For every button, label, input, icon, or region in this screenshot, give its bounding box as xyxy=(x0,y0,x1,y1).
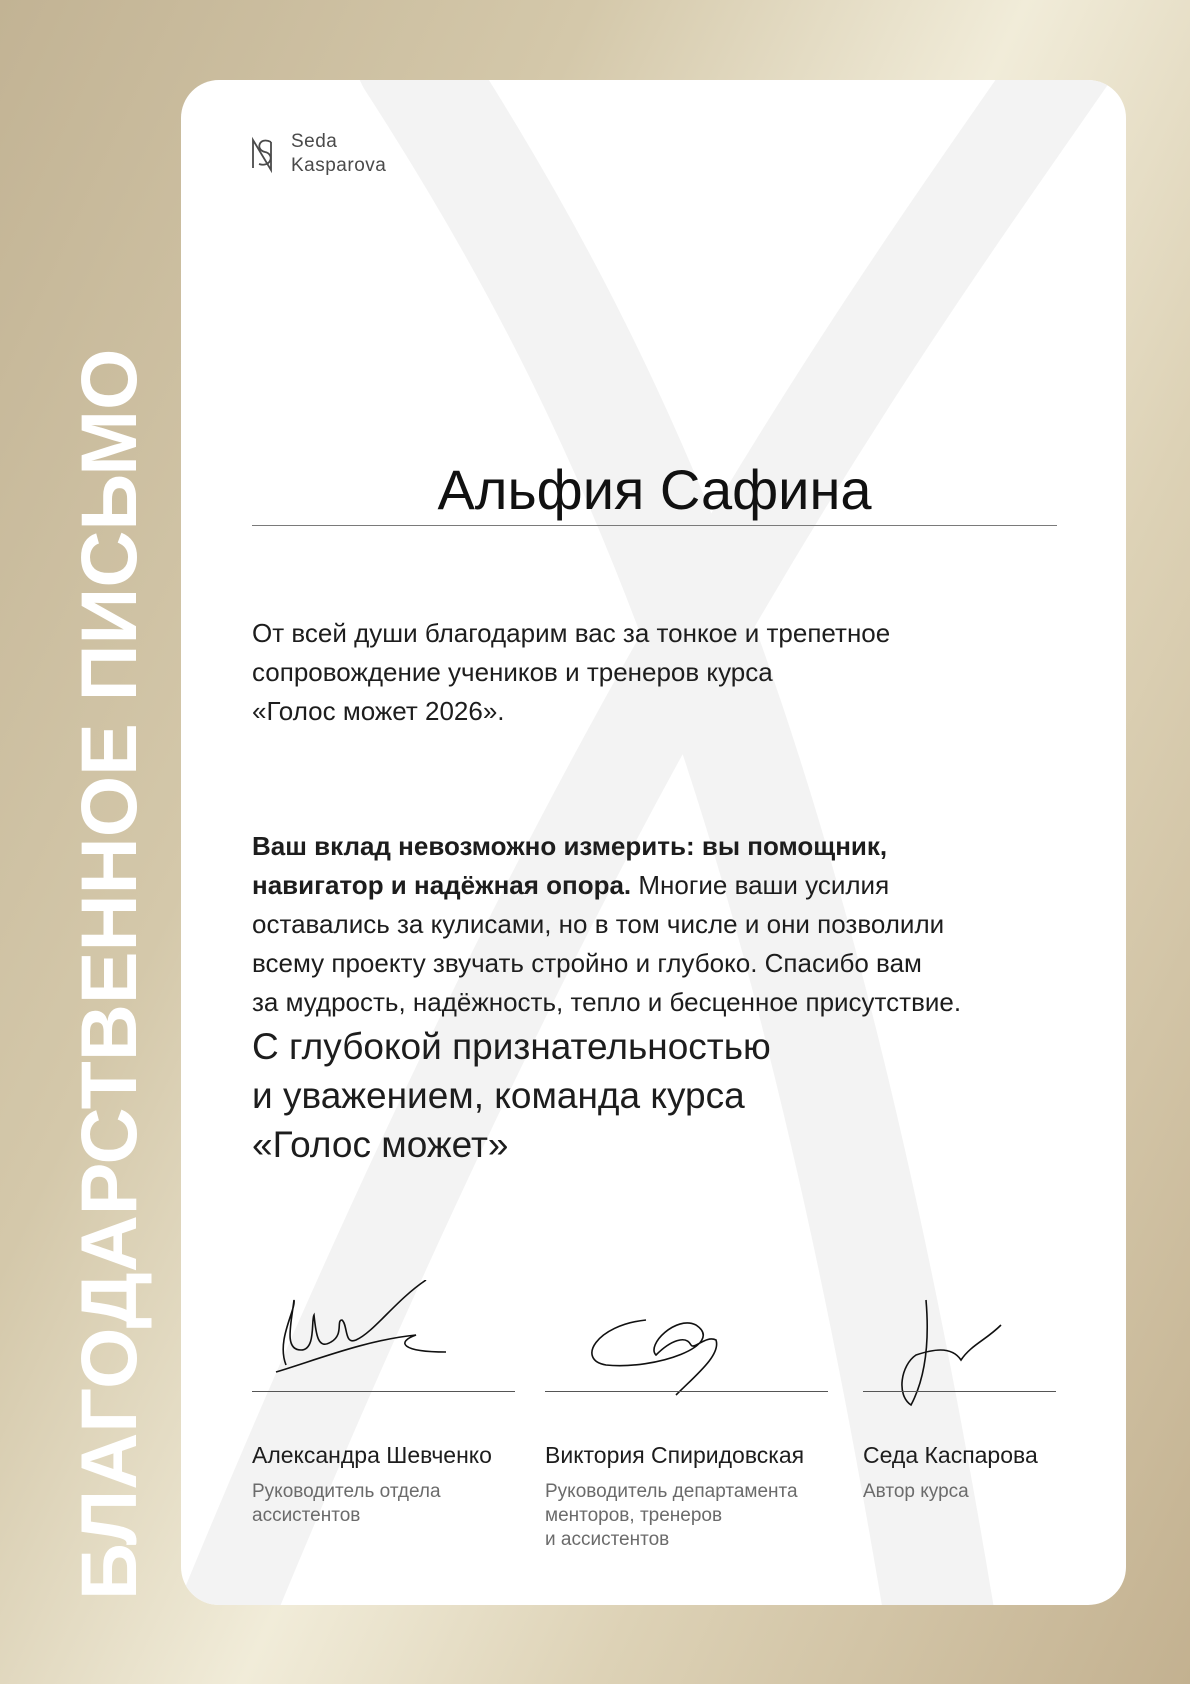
role-line: менторов, тренеров xyxy=(545,1505,723,1526)
signatory-name-2: Виктория Спиридовская xyxy=(545,1442,805,1468)
paragraph-line: От всей души благодарим вас за тонкое и трепетное xyxy=(252,618,891,648)
signatory-name-3: Седа Каспарова xyxy=(863,1442,1038,1468)
paragraph-line: за мудрость, надёжность, тепло и бесценное присутствие. xyxy=(252,987,962,1017)
regular-text: Многие ваши усилия xyxy=(631,870,890,900)
logo-text-line2: Kasparova xyxy=(291,155,387,176)
signatory-role-2 xyxy=(545,1480,798,1552)
brand-logo xyxy=(249,128,386,180)
signature-2 xyxy=(576,1305,751,1405)
paragraph-line xyxy=(252,827,1112,866)
role-line: Руководитель отдела xyxy=(252,1481,441,1502)
paragraph-line: сопровождение учеников и тренеров курса xyxy=(252,657,773,687)
signatory-role-3 xyxy=(863,1480,969,1504)
signature-1 xyxy=(256,1280,466,1380)
paragraph-line xyxy=(252,866,1112,905)
signature-line-2 xyxy=(545,1391,828,1392)
logo-text-line1: Seda xyxy=(291,131,338,152)
bold-text: Ваш вклад невозможно измерить: вы помощник, xyxy=(252,831,888,861)
signature-3 xyxy=(881,1295,1011,1415)
side-title: БЛАГОДАРСТВЕННОЕ ПИСЬМО xyxy=(63,348,153,1600)
brand-logo-icon xyxy=(249,128,279,180)
recipient-name: Альфия Сафина xyxy=(437,458,872,521)
role-line: Руководитель департамента xyxy=(545,1481,798,1502)
closing-text xyxy=(252,1022,1072,1169)
contribution-paragraph xyxy=(252,827,1112,1022)
signature-line-1 xyxy=(252,1391,515,1392)
gratitude-paragraph xyxy=(252,614,1112,731)
paragraph-line: «Голос может 2026». xyxy=(252,696,505,726)
closing-line: и уважением, команда курса xyxy=(252,1075,745,1116)
paragraph-line: всему проекту звучать стройно и глубоко. Спасибо вам xyxy=(252,948,922,978)
closing-line: «Голос может» xyxy=(252,1124,509,1165)
paragraph-line: оставались за кулисами, но в том числе и они позволили xyxy=(252,909,945,939)
bold-text: навигатор и надёжная опора. xyxy=(252,870,632,900)
role-line: ассистентов xyxy=(252,1505,361,1526)
recipient-underline xyxy=(252,525,1057,526)
letter-card xyxy=(181,80,1126,1605)
signatory-role-1 xyxy=(252,1480,441,1528)
signature-line-3 xyxy=(863,1391,1056,1392)
role-line: и ассистентов xyxy=(545,1529,670,1550)
role-line: Автор курса xyxy=(863,1481,969,1502)
closing-line: С глубокой признательностью xyxy=(252,1026,771,1067)
signatory-name-1: Александра Шевченко xyxy=(252,1442,492,1468)
